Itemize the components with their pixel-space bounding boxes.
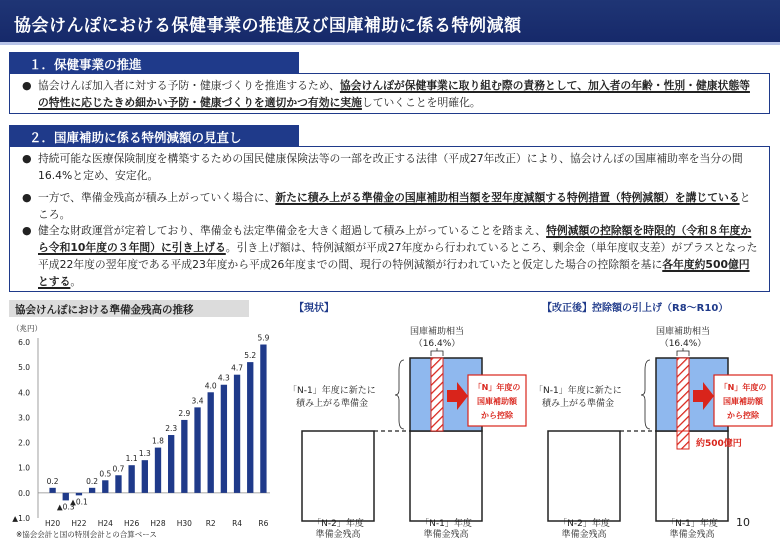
y-tick-label: ▲1.0 — [12, 514, 30, 523]
section2-heading-text: ２．国庫補助に係る特例減額の見直し — [29, 130, 242, 145]
chart-title: 協会けんぽにおける準備金残高の推移 — [9, 300, 249, 317]
subsidy-rate-label: （16.4%） — [413, 339, 461, 349]
extra-deduction-label: 約500億円 — [696, 439, 742, 449]
subsidy-rate-label: （16.4%） — [659, 339, 707, 349]
x-tick-label: R6 — [258, 519, 269, 528]
brace — [395, 360, 404, 429]
n1-label: 「N-1」年度 — [420, 519, 472, 529]
n1-label: 「N-1」年度 — [666, 519, 718, 529]
n2-label: 準備金残高 — [561, 530, 607, 540]
bullet-text-segment: 協会けんぽ加入者に対する予防・健康づくりを推進するため、 — [38, 79, 340, 92]
x-tick-label: H22 — [71, 519, 87, 528]
bullet-text-segment: 特例減額の控除額を時限的（令和８年度から令和10年度の３年間）に引き上げる — [38, 224, 752, 254]
extra-hatch — [677, 431, 689, 449]
x-tick-label: R4 — [232, 519, 243, 528]
y-tick-label: 6.0 — [18, 338, 30, 347]
section2-bullet-1 — [22, 150, 760, 184]
bar-value-label: 0.5 — [99, 469, 112, 479]
revised-label: 【改正後】控除額の引上げ（R8～R10） — [542, 303, 729, 314]
current-label: 【現状】 — [294, 303, 334, 314]
section2-heading — [9, 125, 299, 146]
x-tick-label: R2 — [205, 519, 216, 528]
bar-value-label: 1.3 — [138, 449, 151, 459]
n2-label: 「N-2」年度 — [312, 519, 364, 529]
subsidy-label: 国庫補助相当 — [409, 327, 465, 337]
bullet-text-segment: していくことを明確化。 — [361, 96, 481, 109]
bar-value-label: 5.2 — [244, 351, 257, 361]
bullet-text-segment: 健全な財政運営が定着しており、準備金も法定準備金を大きく超過して積み上がっていることを踏まえ、 — [38, 224, 547, 237]
x-tick-label: H24 — [97, 519, 113, 528]
y-axis-label: （兆円） — [12, 324, 42, 333]
subsidy-label: 国庫補助相当 — [655, 327, 711, 337]
new-reserve-label: 積み上がる準備金 — [542, 399, 615, 409]
bullet-text-segment: 。 — [70, 275, 82, 288]
subsidy-hatch — [677, 358, 689, 431]
bar-value-label: 1.1 — [125, 454, 138, 464]
bar — [102, 480, 108, 493]
subsidy-diagram — [280, 298, 780, 540]
x-tick-label: H20 — [44, 519, 61, 528]
bar — [168, 435, 174, 493]
y-tick-label: 1.0 — [18, 463, 30, 473]
bullet-dot-icon: ● — [22, 191, 32, 204]
bar — [142, 460, 148, 493]
bar — [181, 420, 187, 493]
bullet-dot-icon: ● — [22, 79, 32, 92]
n1-label: 準備金残高 — [669, 530, 715, 540]
bar — [128, 465, 134, 493]
new-reserve-label: 「N-1」年度に新たに — [534, 386, 622, 396]
arrow-text: 国庫補助額 — [723, 397, 763, 406]
y-tick-label: 4.0 — [18, 388, 30, 398]
bar — [247, 362, 253, 493]
bullet-text-segment: ところ。 — [38, 191, 751, 221]
n2-box — [548, 431, 620, 521]
arrow-text: から控除 — [481, 411, 513, 420]
bar — [208, 392, 214, 493]
bar-value-label: 2.3 — [165, 424, 178, 434]
bar — [194, 407, 200, 492]
x-tick-label: H28 — [150, 519, 166, 528]
bullet-text-segment: 。引き上げ額は、特例減額が平成27年度から行われているところ、剰余金（単年度収支差）がプラスとなった平成22年度の翌年度である平成23年度から平成26年度までの間、現行の特例減額が行われていたと仮定した場合の控除額を基に — [38, 241, 758, 271]
bullet-dot-icon: ● — [22, 152, 32, 165]
brace — [641, 360, 650, 429]
y-tick-label: 5.0 — [18, 363, 30, 373]
bracket — [677, 351, 689, 356]
section1-heading — [9, 52, 299, 73]
bar — [49, 488, 55, 493]
bar-value-label: 1.8 — [152, 436, 164, 446]
subsidy-hatch — [431, 358, 443, 431]
bullet-text-segment: 各年度約500億円とする — [38, 258, 750, 288]
n1-box — [410, 431, 482, 521]
bar — [63, 493, 69, 501]
new-reserve-label: 積み上がる準備金 — [296, 399, 369, 409]
section1-heading-text: １．保健事業の推進 — [29, 57, 142, 72]
bar-value-label: 0.7 — [112, 464, 125, 474]
title-bar — [0, 0, 780, 45]
x-tick-label: H26 — [124, 519, 140, 528]
chart-footnote: ※協会会計と国の特別会計との合算ベース — [16, 530, 157, 539]
bar — [76, 493, 82, 496]
page-title: 協会けんぽにおける保健事業の推進及び国庫補助に係る特例減額 — [14, 16, 522, 36]
y-tick-label: 0.0 — [18, 488, 30, 498]
bar-value-label: 5.9 — [257, 333, 270, 343]
n2-label: 準備金残高 — [315, 530, 361, 540]
bullet-text-segment: 協会けんぽが保健事業に取り組む際の責務として、加入者の年齢・性別・健康状態等の特性に応じたきめ細かい予防・健康づくりを適切かつ有効に実施 — [38, 79, 750, 109]
bar-value-label: 3.4 — [191, 396, 204, 406]
bar — [234, 375, 240, 493]
n2-box — [302, 431, 374, 521]
n2-label: 「N-2」年度 — [558, 519, 610, 529]
bar-value-label: 0.2 — [86, 476, 99, 486]
bracket — [431, 351, 443, 356]
bar — [115, 475, 121, 493]
bar-value-label: 0.2 — [46, 476, 59, 486]
bar — [260, 345, 266, 493]
bar — [155, 448, 161, 493]
section2-bullet-3 — [22, 222, 760, 290]
page-number: 10 — [736, 516, 750, 529]
bullet-text-segment: 持続可能な医療保険制度を構築するための国民健康保険法等の一部を改正する法律（平成27年改正）により、協会けんぽの国庫補助率を当分の間16.4%と定め、安定化。 — [38, 152, 743, 182]
new-reserve-label: 「N-1」年度に新たに — [288, 386, 376, 396]
bar-value-label: 4.7 — [231, 363, 244, 373]
bar-value-label: ▲0.3 — [56, 502, 75, 512]
y-tick-label: 3.0 — [18, 413, 30, 423]
x-tick-label: H30 — [176, 519, 192, 528]
section1-bullet — [22, 77, 760, 111]
bullet-dot-icon: ● — [22, 224, 32, 237]
arrow-text: から控除 — [727, 411, 759, 420]
bar-value-label: 4.0 — [204, 381, 217, 391]
n1-label: 準備金残高 — [423, 530, 469, 540]
bullet-text-segment: 一方で、準備金残高が積み上がっていく場合に、 — [38, 191, 276, 204]
bar-value-label: 4.3 — [217, 373, 230, 383]
bar-value-label: 2.9 — [178, 408, 191, 418]
bar — [221, 385, 227, 493]
arrow-text: 国庫補助額 — [477, 397, 517, 406]
arrow-text: 「N」年度の — [719, 383, 767, 392]
bar-value-label: ▲0.1 — [70, 497, 88, 507]
y-tick-label: 2.0 — [18, 438, 30, 448]
bullet-text-segment: 新たに積み上がる準備金の国庫補助相当額を翌年度減額する特例措置（特例減額）を講じている — [275, 191, 740, 204]
arrow-text: 「N」年度の — [473, 383, 521, 392]
bar — [89, 488, 95, 493]
section2-bullet-2 — [22, 189, 760, 223]
reserve-chart — [0, 318, 280, 540]
